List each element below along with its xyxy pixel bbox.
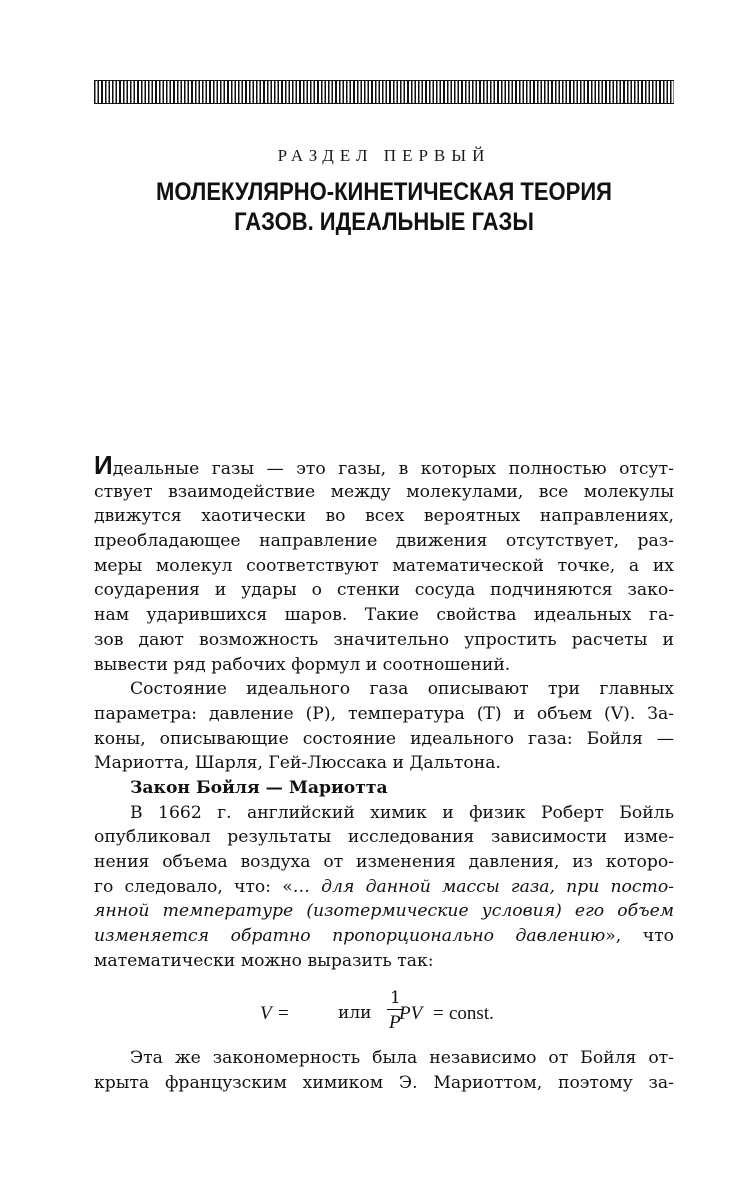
paragraph-3-line-2: опубликовал результаты исследования зависимости изме-: [94, 827, 674, 848]
paragraph-1-line-6: соударения и удары о стенки сосуда подчиняются зако-: [94, 580, 674, 601]
paragraph-1-line-1: Идеальные газы — это газы, в которых полностью отсут-: [94, 455, 674, 480]
paragraph-1-line-7: нам ударившихся шаров. Такие свойства идеальных га-: [94, 605, 674, 626]
formula-equals-2: =: [433, 1003, 444, 1024]
paragraph-1-line-5: меры молекул соответствуют математической точке, а их: [94, 555, 674, 576]
paragraph-1-line-2: ствует взаимодействие между молекулами, все молекулы: [94, 481, 674, 502]
paragraph-3-line-5: янной температуре (изотермические условия) его объем: [94, 901, 674, 922]
decorative-header-rule: [94, 80, 674, 104]
paragraph-1-line-4: преобладающее направление движения отсутствует, раз-: [94, 531, 674, 552]
drop-cap: И: [94, 455, 113, 480]
paragraph-4-line-1: Эта же закономерность была независимо от Бойля от-: [130, 1048, 674, 1068]
body-text-continued: [94, 1046, 674, 1095]
boyle-mariotte-formula: [94, 988, 674, 1036]
paragraph-2-line-4: Мариотта, Шарля, Гей-Люссака и Дальтона.: [94, 753, 501, 774]
formula-connector: или: [338, 1003, 372, 1023]
chapter-title-line-1: МОЛЕКУЛЯРНО-КИНЕТИЧЕСКАЯ ТЕОРИЯ: [156, 178, 612, 206]
formula-lhs: V: [260, 1003, 272, 1024]
paragraph-1-line-3: движутся хаотически во всех вероятных направлениях,: [94, 506, 674, 527]
chapter-title-line-2: ГАЗОВ. ИДЕАЛЬНЫЕ ГАЗЫ: [234, 208, 534, 236]
formula-numerator: 1: [390, 988, 401, 1008]
quote-end: изменяется обратно пропорционально давлению: [94, 926, 606, 947]
formula-rhs-right: const.: [449, 1003, 494, 1024]
paragraph-1-line-9: вывести ряд рабочих формул и соотношений.: [94, 654, 511, 675]
quote-start: … для данной массы газа, при посто-: [292, 876, 674, 897]
paragraph-2-line-2: параметра: давление (P), температура (T) и объем (V). За-: [94, 703, 674, 724]
paragraph-4-line-2: крыта французским химиком Э. Мариоттом, поэтому за-: [94, 1072, 674, 1093]
paragraph-3-line-4: го следовало, что: «… для данной массы газа, при посто-: [94, 876, 674, 897]
formula-rhs-left: PV: [399, 1003, 423, 1024]
paragraph-3-line-1: В 1662 г. английский химик и физик Роберт Бойль: [130, 802, 674, 823]
chapter-title: [129, 177, 639, 237]
formula-equals-1: =: [278, 1003, 289, 1024]
paragraph-2-line-3: коны, описывающие состояние идеального газа: Бойля —: [94, 728, 674, 749]
paragraph-3-line-6: изменяется обратно пропорционально давлению», что: [94, 926, 674, 947]
paragraph-3-line-7: математически можно выразить так:: [94, 950, 434, 971]
formula-denominator: P: [389, 1012, 401, 1033]
law-heading: Закон Бойля — Мариотта: [130, 777, 388, 798]
body-text: [94, 455, 674, 973]
paragraph-1-line-8: зов дают возможность значительно упростить расчеты и: [94, 629, 674, 650]
paragraph-2-line-1: Состояние идеального газа описывают три главных: [130, 679, 674, 700]
section-label: РАЗДЕЛ ПЕРВЫЙ: [277, 146, 491, 165]
paragraph-3-line-3: нения объема воздуха от изменения давления, из которо-: [94, 852, 674, 872]
